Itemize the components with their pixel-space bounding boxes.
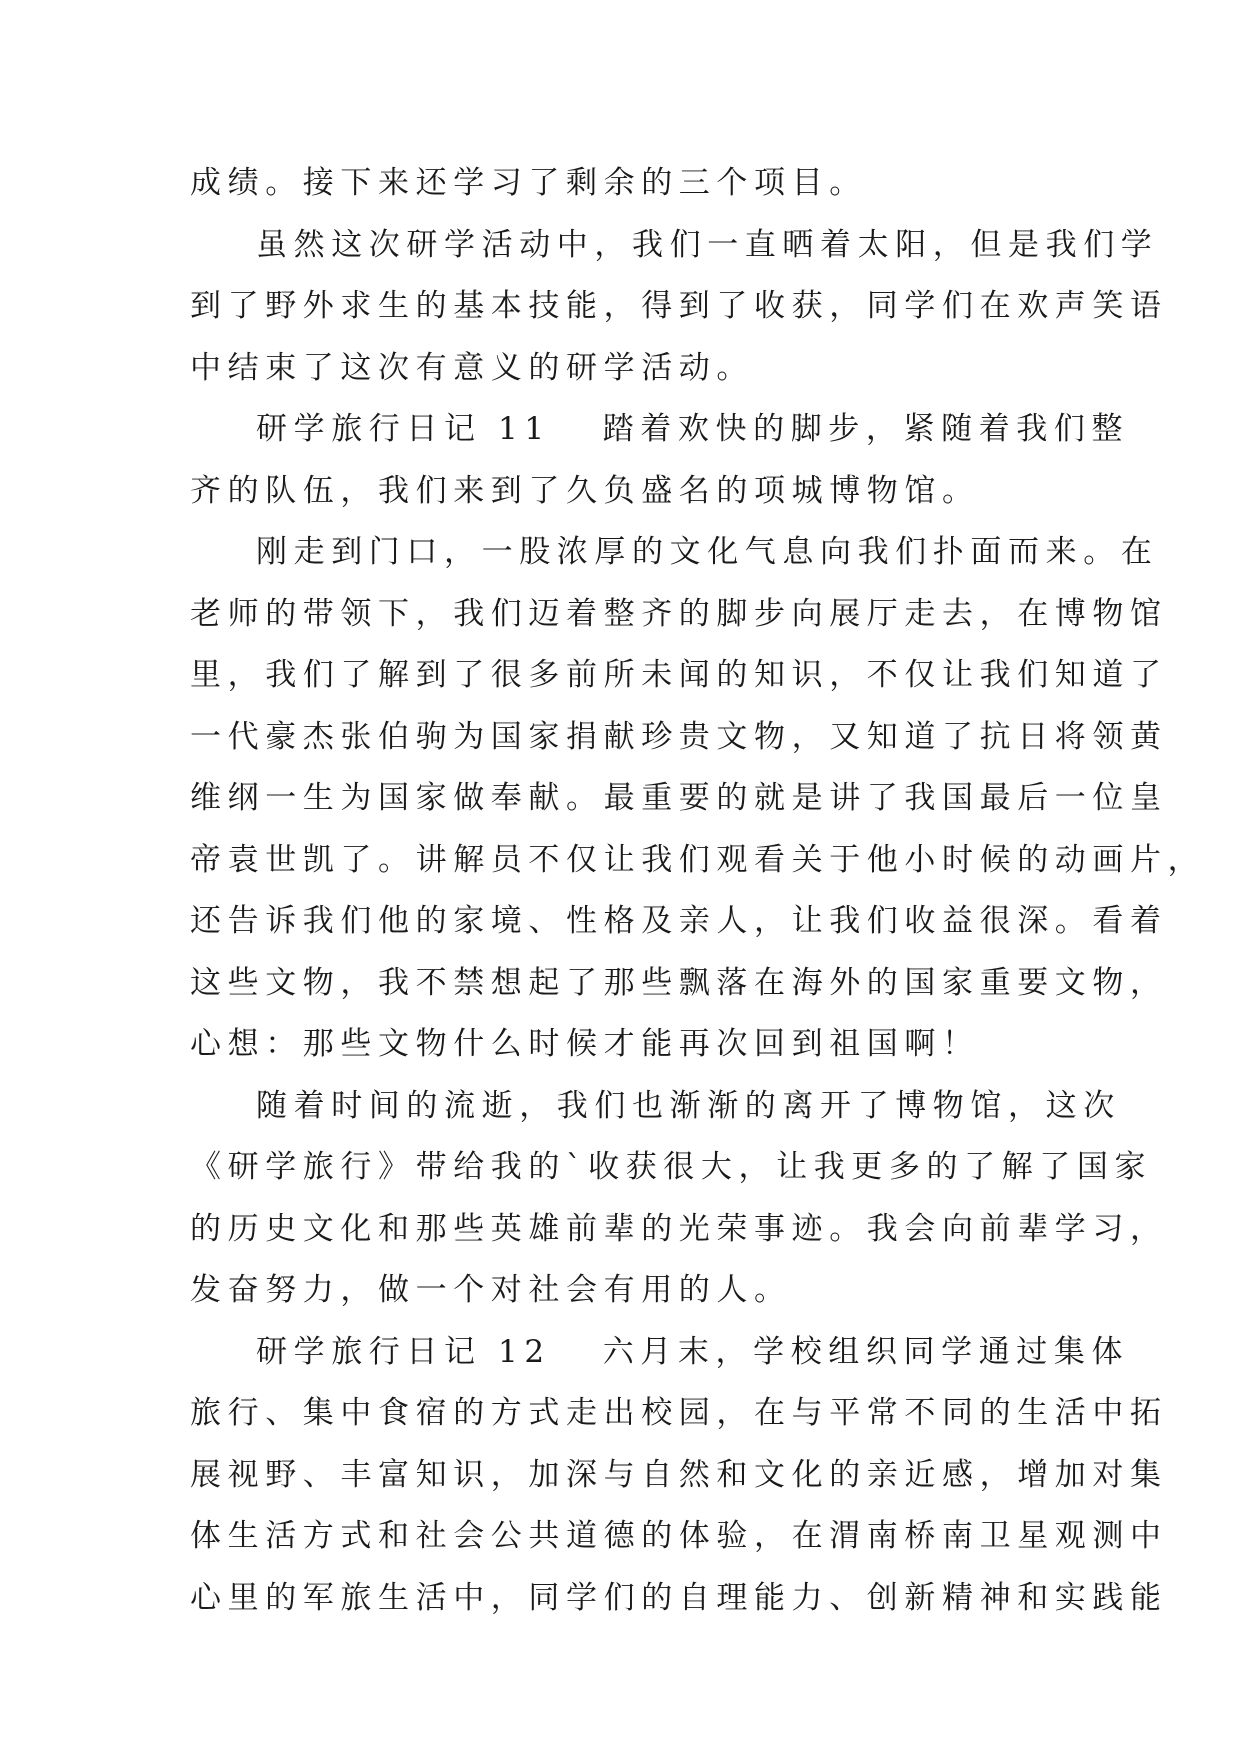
text-line: 中结束了这次有意义的研学活动。 [190,349,754,386]
diary-heading: 研学旅行日记 11 [256,411,551,447]
text-line: 展视野、丰富知识，加深与自然和文化的亲近感，增加对集 [190,1456,1168,1493]
text-line: 体生活方式和社会公共道德的体验，在渭南桥南卫星观测中 [190,1518,1168,1554]
text-line: 刚走到门口，一股浓厚的文化气息向我们扑面而来。在 [256,534,1159,570]
text-line: 心里的军旅生活中，同学们的自理能力、创新精神和实践能 [190,1579,1168,1616]
text-line: 还告诉我们他的家境、性格及亲人，让我们收益很深。看着 [190,903,1168,939]
text-line: 心想：那些文物什么时候才能再次回到祖国啊！ [190,1026,980,1062]
text-line: 发奋努力，做一个对社会有用的人。 [190,1272,792,1308]
text-line: 老师的带领下，我们迈着整齐的脚步向展厅走去，在博物馆 [190,595,1168,632]
text-line: 《研学旅行》带给我的`收获很大，让我更多的了解了国家 [190,1149,1153,1185]
text-line: 成绩。接下来还学习了剩余的三个项目。 [190,165,867,201]
text-line: 维纲一生为国家做奉献。最重要的就是讲了我国最后一位皇 [190,780,1168,816]
document-body [190,153,1206,1629]
text-line: 帝袁世凯了。讲解员不仅让我们观看关于他小时候的动画片， [190,841,1206,878]
text-line: 踏着欢快的脚步，紧随着我们整 [602,411,1130,447]
text-line: 随着时间的流逝，我们也渐渐的离开了博物馆，这次 [256,1087,1121,1124]
text-line: 到了野外求生的基本技能，得到了收获，同学们在欢声笑语 [190,288,1168,324]
text-line: 齐的队伍，我们来到了久负盛名的项城博物馆。 [190,472,980,509]
text-line: 六月末，学校组织同学通过集体 [602,1333,1130,1370]
text-line: 一代豪杰张伯驹为国家捐献珍贵文物，又知道了抗日将领黄 [190,718,1168,755]
diary-heading-line [190,1322,1130,1384]
text-line: 这些文物，我不禁想起了那些飘落在海外的国家重要文物， [190,964,1168,1001]
text-line: 虽然这次研学活动中，我们一直晒着太阳，但是我们学 [256,226,1159,263]
text-line: 旅行、集中食宿的方式走出校园，在与平常不同的生活中拓 [190,1395,1168,1431]
diary-heading-line [190,399,1130,461]
diary-heading: 研学旅行日记 12 [256,1333,551,1370]
text-line: 里，我们了解到了很多前所未闻的知识，不仅让我们知道了 [190,657,1168,693]
text-line: 的历史文化和那些英雄前辈的光荣事迹。我会向前辈学习， [190,1210,1168,1247]
